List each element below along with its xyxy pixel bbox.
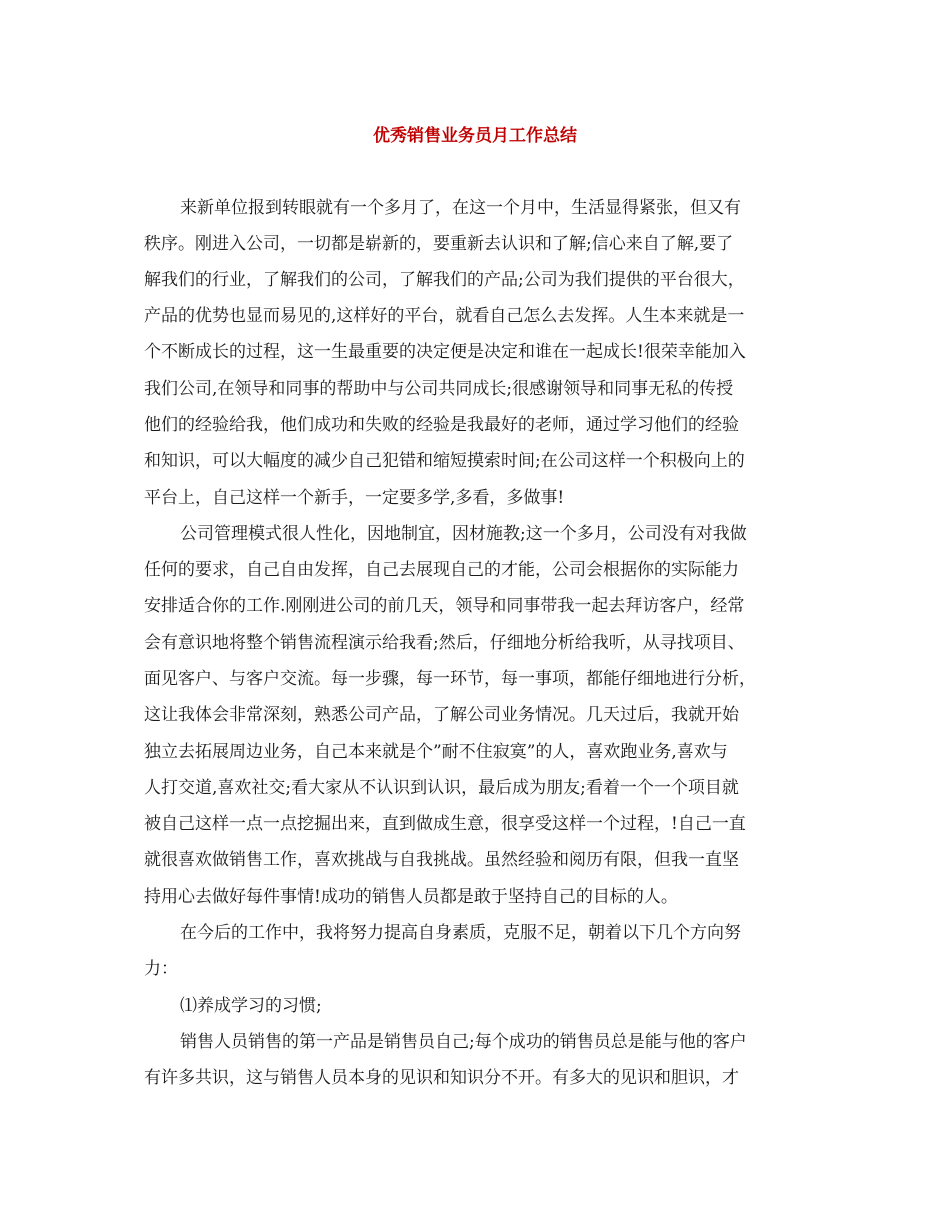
text-line: 解我们的行业，了解我们的公司，了解我们的产品;公司为我们提供的平台很大， [144, 270, 745, 290]
text-line: 力： [144, 959, 178, 979]
text-line: 有许多共识，这与销售人员本身的见识和知识分不开。有多大的见识和胆识，才 [144, 1068, 739, 1088]
text-line: 我们公司,在领导和同事的帮助中与公司共同成长;很感谢领导和同事无私的传授 [144, 379, 734, 399]
text-line: 他们的经验给我，他们成功和失败的经验是我最好的老师，通过学习他们的经验 [144, 415, 739, 435]
text-line: 秩序。刚进入公司，一切都是崭新的，要重新去认识和了解;信心来自了解,要了 [144, 234, 734, 254]
text-line: 人打交道,喜欢社交;看大家从不认识到认识，最后成为朋友;看着一个一个项目就 [144, 778, 739, 798]
text-line: 任何的要求，自己自由发挥，自己去展现自己的才能，公司会根据你的实际能力 [144, 560, 739, 580]
text-line: 产品的优势也显而易见的,这样好的平台，就看自己怎么去发挥。人生本来就是一 [144, 306, 745, 326]
text-line: 面见客户、与客户交流。每一步骤，每一环节，每一事项，都能仔细地进行分析， [144, 669, 756, 689]
text-line: 这让我体会非常深刻，熟悉公司产品，了解公司业务情况。几天过后，我就开始 [144, 705, 739, 725]
document-title: 优秀销售业务员月工作总结 [373, 126, 577, 146]
text-line: 安排适合你的工作.刚刚进公司的前几天，领导和同事带我一起去拜访客户，经常 [144, 596, 745, 616]
text-line: 被自己这样一点一点挖掘出来，直到做成生意，很享受这样一个过程，!自己一直 [144, 814, 746, 834]
text-line: 会有意识地将整个销售流程演示给我看;然后，仔细地分析给我听，从寻找项目、 [144, 633, 745, 653]
text-line: 在今后的工作中，我将努力提高自身素质，克服不足，朝着以下几个方向努 [180, 923, 741, 943]
text-line: 销售人员销售的第一产品是销售员自己;每个成功的销售员总是能与他的客户 [180, 1032, 747, 1052]
text-line: 来新单位报到转眼就有一个多月了，在这一个月中，生活显得紧张，但又有 [180, 198, 741, 218]
text-line: 独立去拓展周边业务，自己本来就是个”耐不住寂寞”的人，喜欢跑业务,喜欢与 [144, 742, 728, 762]
text-line: 平台上，自己这样一个新手，一定要多学,多看，多做事! [144, 488, 565, 508]
text-line: 就很喜欢做销售工作，喜欢挑战与自我挑战。虽然经验和阅历有限，但我一直坚 [144, 850, 739, 870]
text-line: 公司管理模式很人性化，因地制宜，因材施教;这一个多月，公司没有对我做 [180, 524, 747, 544]
text-line: 持用心去做好每件事情!成功的销售人员都是敢于坚持自己的目标的人。 [144, 887, 678, 907]
text-line: 和知识，可以大幅度的减少自己犯错和缩短摸索时间;在公司这样一个积极向上的 [144, 451, 745, 471]
text-line: 个不断成长的过程，这一生最重要的决定便是决定和谁在一起成长!很荣幸能加入 [144, 342, 746, 362]
text-line: ⑴养成学习的习惯; [180, 996, 322, 1016]
